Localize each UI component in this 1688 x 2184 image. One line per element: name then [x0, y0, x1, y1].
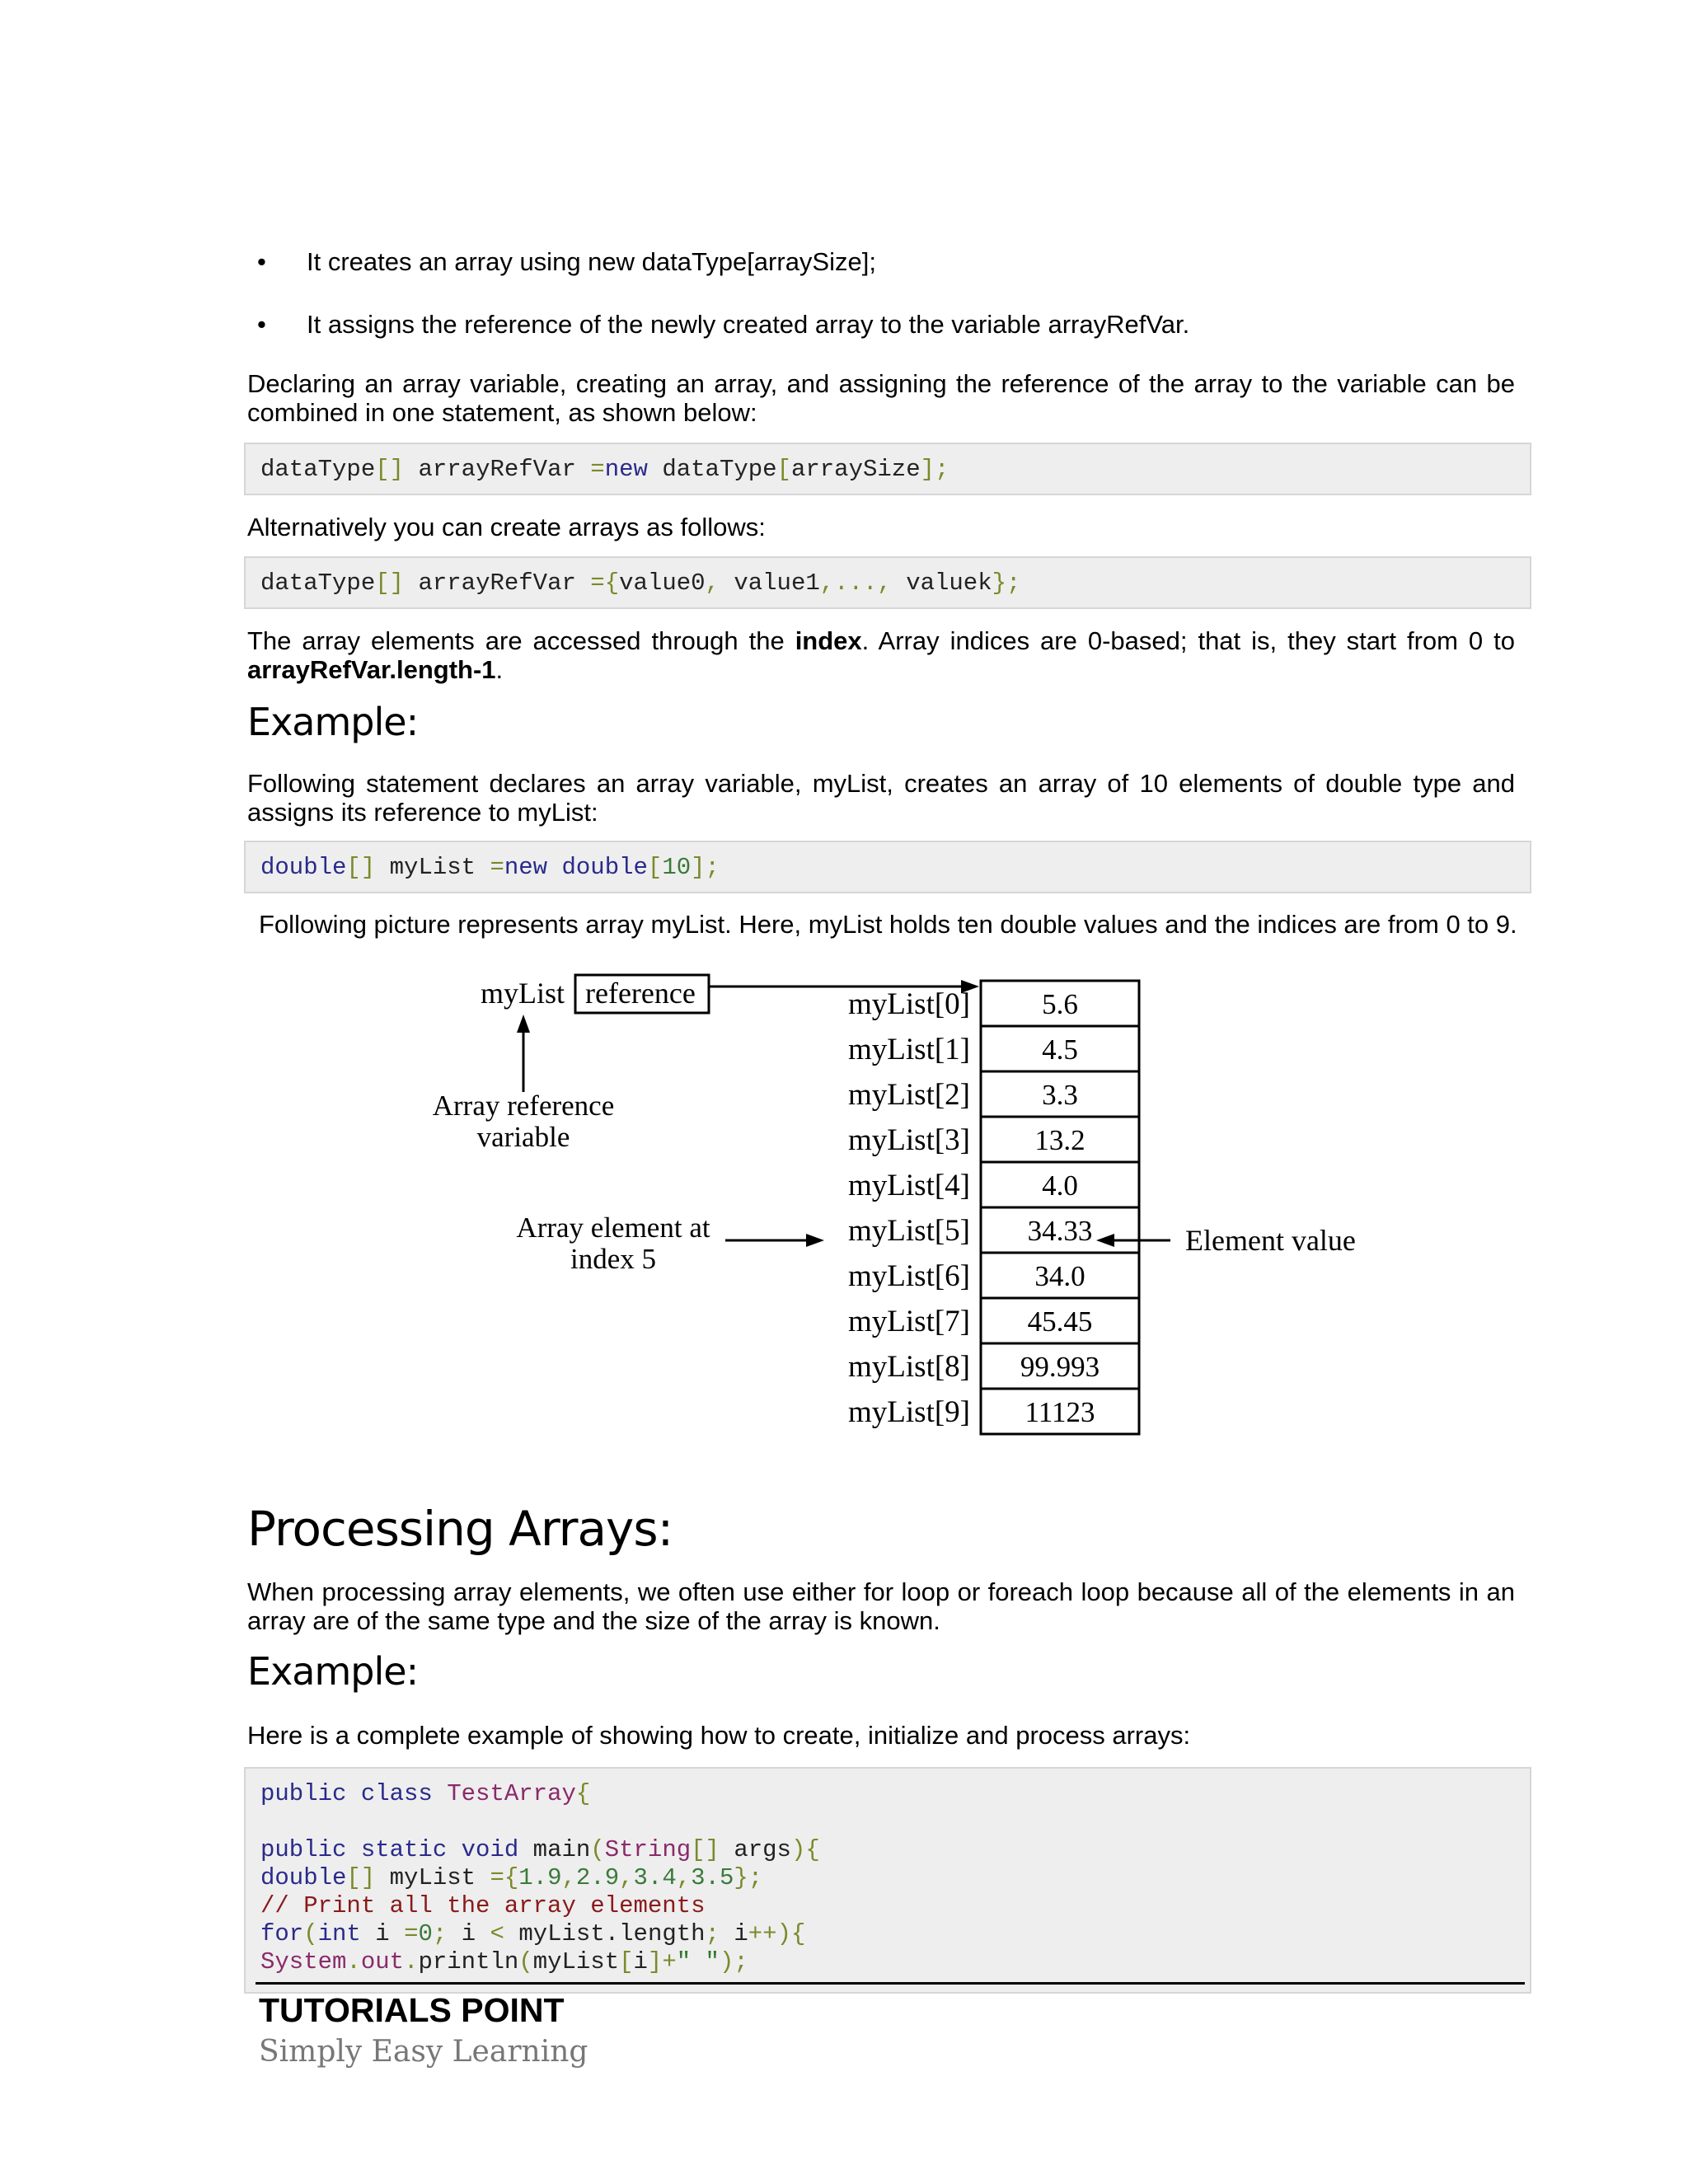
code-token: [] [691, 1836, 720, 1863]
code-token: . [404, 1948, 419, 1975]
array-index-label: myList[1] [848, 1033, 970, 1066]
heading-example-2: Example: [247, 1649, 419, 1694]
code-token: ){ [790, 1836, 820, 1863]
array-index-label: myList[3] [848, 1123, 970, 1157]
array-index-label: myList[2] [848, 1078, 970, 1112]
code-token: ={ [590, 569, 620, 597]
code-token: ]; [920, 456, 950, 483]
ref-caption-line2: variable [476, 1121, 570, 1153]
code-token: i [461, 1920, 476, 1947]
bold-index: index [795, 626, 862, 655]
code-token: double [260, 854, 347, 881]
code-token: int [317, 1920, 361, 1947]
code-token: , [561, 1864, 576, 1891]
heading-example: Example: [247, 700, 419, 744]
paragraph-index [247, 626, 1515, 684]
code-token: ; [432, 1920, 448, 1947]
code-token: i [633, 1948, 648, 1975]
code-token: dataType [260, 569, 376, 597]
code-token: ( [590, 1836, 605, 1863]
value-arrowhead [1096, 1234, 1114, 1247]
ref-caption-line1: Array reference [432, 1090, 615, 1122]
text-run: The array elements are accessed through the [247, 626, 795, 655]
code-token: System [260, 1948, 347, 1975]
code-token: args [734, 1836, 791, 1863]
array-cell-value: 34.33 [1027, 1215, 1093, 1247]
text-run: . [495, 655, 504, 684]
bold-length: arrayRefVar.length-1 [247, 655, 496, 684]
code-comment: // Print all the array elements [260, 1892, 706, 1919]
array-cell-value: 11123 [1025, 1396, 1095, 1428]
elem-caption-line2: index 5 [570, 1243, 657, 1275]
code-token: = [490, 854, 504, 881]
array-cell-value: 3.3 [1042, 1079, 1078, 1111]
elem-arrowhead [806, 1234, 824, 1247]
bullet-dot: • [257, 310, 266, 339]
code-token: double [260, 1864, 347, 1891]
code-token: arrayRefVar [418, 569, 576, 597]
code-token: , [676, 1864, 692, 1891]
code-token: 3.5 [691, 1864, 734, 1891]
code-token: arraySize [790, 456, 921, 483]
code-token: ={ [490, 1864, 519, 1891]
code-token: [ [619, 1948, 634, 1975]
code-token: double [561, 854, 648, 881]
code-block-double [244, 841, 1531, 893]
code-token: 0 [418, 1920, 433, 1947]
code-token: ( [518, 1948, 533, 1975]
code-token: ]+ [647, 1948, 677, 1975]
array-cell-value: 5.6 [1042, 988, 1078, 1020]
code-token: i [734, 1920, 748, 1947]
code-token: value0 [619, 569, 706, 597]
array-cell-value: 4.5 [1042, 1033, 1078, 1066]
array-index-label: myList[8] [848, 1350, 970, 1384]
array-index-label: myList[0] [848, 987, 970, 1021]
ref-var-arrowhead [517, 1015, 530, 1033]
code-token: { [575, 1780, 591, 1807]
code-token: , [705, 569, 720, 597]
paragraph-picture: Following picture represents array myList. Here, myList holds ten double values and the indices are from 0 to 9. [259, 910, 1517, 939]
code-token: ,..., [819, 569, 892, 597]
code-token: = [590, 456, 605, 483]
code-token: ]; [691, 854, 720, 881]
array-cell-value: 4.0 [1042, 1169, 1078, 1202]
array-index-label: myList[4] [848, 1169, 970, 1202]
footer-rule [256, 1982, 1525, 1985]
code-token: [ [647, 854, 663, 881]
value-caption: Element value [1185, 1224, 1356, 1257]
code-token: String [604, 1836, 692, 1863]
code-token: ; [705, 1920, 720, 1947]
footer-title: TUTORIALS POINT [259, 1991, 565, 2029]
paragraph-declare: Declaring an array variable, creating an array, and assigning the reference of the array to the variable can be combined in one statement, as shown below: [247, 369, 1515, 427]
code-token: 1.9 [518, 1864, 562, 1891]
code-token: }; [992, 569, 1021, 597]
bullet-dot: • [257, 247, 266, 276]
code-token: new [604, 456, 648, 483]
text-run: . Array indices are 0-based; that is, they start from 0 to [861, 626, 1515, 655]
code-token: public static void [260, 1836, 519, 1863]
array-index-label: myList[7] [848, 1305, 970, 1338]
code-block-test-array [244, 1767, 1531, 1994]
code-token: [] [375, 456, 405, 483]
code-token: ( [303, 1920, 318, 1947]
code-token: myList.length [518, 1920, 706, 1947]
paragraph-following: Following statement declares an array variable, myList, creates an array of 10 elements of double type and assigns its reference to myList: [247, 769, 1515, 827]
code-token: main [532, 1836, 591, 1863]
code-token: myList [532, 1948, 620, 1975]
code-token: [ [776, 456, 791, 483]
code-token: new [504, 854, 548, 881]
elem-caption-line1: Array element at [516, 1212, 710, 1244]
array-index-label: myList[5] [848, 1214, 970, 1248]
code-token: myList [389, 1864, 476, 1891]
code-token: myList [389, 854, 476, 881]
code-token: 10 [662, 854, 692, 881]
code-token: TestArray [447, 1780, 576, 1807]
code-block-initializer [244, 556, 1531, 609]
code-token: println [418, 1948, 519, 1975]
array-index-label: myList[6] [848, 1259, 970, 1293]
code-token: dataType [662, 456, 777, 483]
diagram-ref-label: reference [585, 977, 696, 1010]
code-token: [] [346, 854, 376, 881]
array-cell-value: 99.993 [1020, 1351, 1100, 1383]
code-token: 3.4 [633, 1864, 677, 1891]
code-token: arrayRefVar [418, 456, 576, 483]
code-token: value1 [734, 569, 820, 597]
code-token: . [346, 1948, 361, 1975]
paragraph-alternative: Alternatively you can create arrays as follows: [247, 513, 766, 541]
diagram-var-label: myList [481, 977, 565, 1010]
code-token: valuek [906, 569, 992, 597]
code-token: 2.9 [575, 1864, 620, 1891]
code-token: }; [734, 1864, 763, 1891]
array-cell-value: 45.45 [1027, 1305, 1093, 1338]
code-token: " " [676, 1948, 720, 1975]
array-diagram [412, 968, 1401, 1463]
code-token: dataType [260, 456, 376, 483]
bullet-text: It assigns the reference of the newly created array to the variable arrayRefVar. [307, 310, 1190, 339]
code-block-declare [244, 443, 1531, 495]
code-token: , [619, 1864, 634, 1891]
footer-subtitle: Simply Easy Learning [259, 2035, 588, 2069]
paragraph-processing: When processing array elements, we often use either for loop or foreach loop because all of the elements in an array are of the same type and the size of the array is known. [247, 1577, 1515, 1635]
bullet-text: It creates an array using new dataType[arraySize]; [307, 247, 876, 276]
code-token: < [490, 1920, 504, 1947]
code-token: for [260, 1920, 304, 1947]
code-token: [] [346, 1864, 376, 1891]
code-token: out [360, 1948, 405, 1975]
code-token: [] [375, 569, 405, 597]
array-index-label: myList[9] [848, 1395, 970, 1429]
code-token: = [404, 1920, 419, 1947]
code-token: ); [719, 1948, 748, 1975]
array-cells [848, 981, 1139, 1434]
paragraph-complete-example: Here is a complete example of showing how to create, initialize and process arrays: [247, 1721, 1191, 1750]
code-token: public class [260, 1780, 433, 1807]
heading-processing-arrays: Processing Arrays: [247, 1501, 673, 1557]
code-token: i [375, 1920, 390, 1947]
array-cell-value: 34.0 [1034, 1260, 1085, 1292]
code-token: ++){ [748, 1920, 806, 1947]
array-cell-value: 13.2 [1034, 1124, 1085, 1156]
